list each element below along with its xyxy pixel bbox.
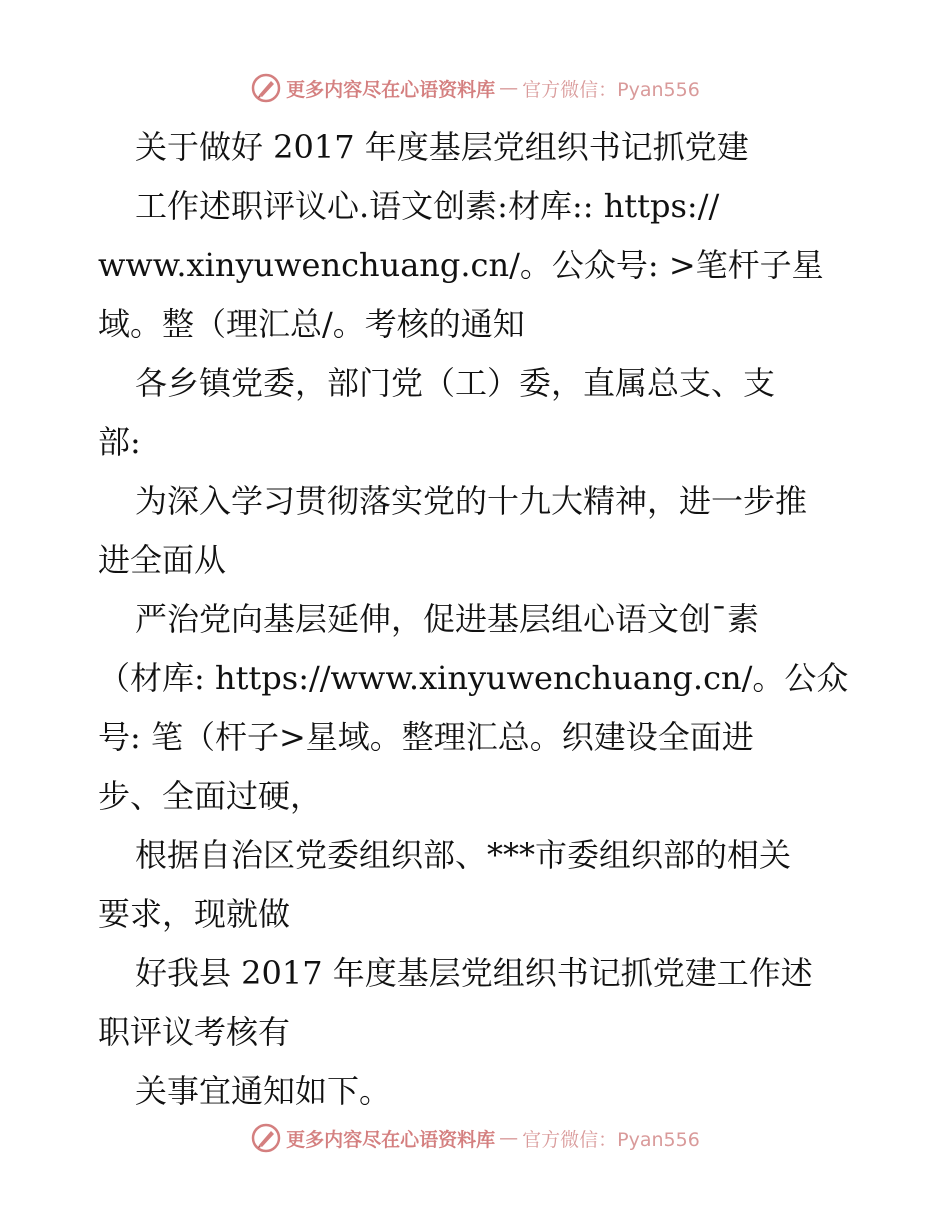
paragraph-line: 步、全面过硬， <box>98 777 323 815</box>
watermark-text: 更多内容尽在心语资料库 <box>286 78 496 101</box>
watermark-separator: — <box>499 1127 519 1149</box>
watermark-contact: 官方微信：Pyan556 <box>522 1128 700 1151</box>
pen-in-circle-icon <box>250 1122 282 1154</box>
watermark-separator: — <box>499 77 519 99</box>
paragraph-line: 严治党向基层延伸，促进基层组心语文创¯素 <box>135 600 760 638</box>
watermark-header <box>0 72 950 104</box>
watermark-footer <box>0 1122 950 1154</box>
addressee-line-2: 部: <box>98 423 141 461</box>
paragraph-line: 根据自治区党委组织部、***市委组织部的相关 <box>135 836 792 874</box>
paragraph-line: 号: 笔（杆子>星域。整理汇总。织建设全面进 <box>98 718 754 756</box>
document-title-line-2: 工作述职评议心.语文创素:材库:: https:// <box>135 187 720 225</box>
document-body <box>98 118 868 1121</box>
paragraph-line: 关事宜通知如下。 <box>135 1072 392 1110</box>
paragraph-line: 职评议考核有 <box>98 1013 291 1051</box>
paragraph-line: 要求，现就做 <box>98 895 291 933</box>
paragraph-line: （材库: https://www.xinyuwenchuang.cn/。公众 <box>98 659 849 697</box>
paragraph-line: 进全面从 <box>98 541 227 579</box>
paragraph-line: 为深入学习贯彻落实党的十九大精神，进一步推 <box>135 482 808 520</box>
document-title-line-4: 域。整（理汇总/。考核的通知 <box>98 305 525 343</box>
watermark-contact: 官方微信：Pyan556 <box>522 78 700 101</box>
document-title-line-3: www.xinyuwenchuang.cn/。公众号: >笔杆子星 <box>98 246 824 284</box>
paragraph-line: 好我县 2017 年度基层党组织书记抓党建工作述 <box>135 954 813 992</box>
watermark-text: 更多内容尽在心语资料库 <box>286 1128 496 1151</box>
document-title-line-1: 关于做好 2017 年度基层党组织书记抓党建 <box>135 128 749 166</box>
addressee-line-1: 各乡镇党委，部门党（工）委，直属总支、支 <box>135 364 776 402</box>
pen-in-circle-icon <box>250 72 282 104</box>
